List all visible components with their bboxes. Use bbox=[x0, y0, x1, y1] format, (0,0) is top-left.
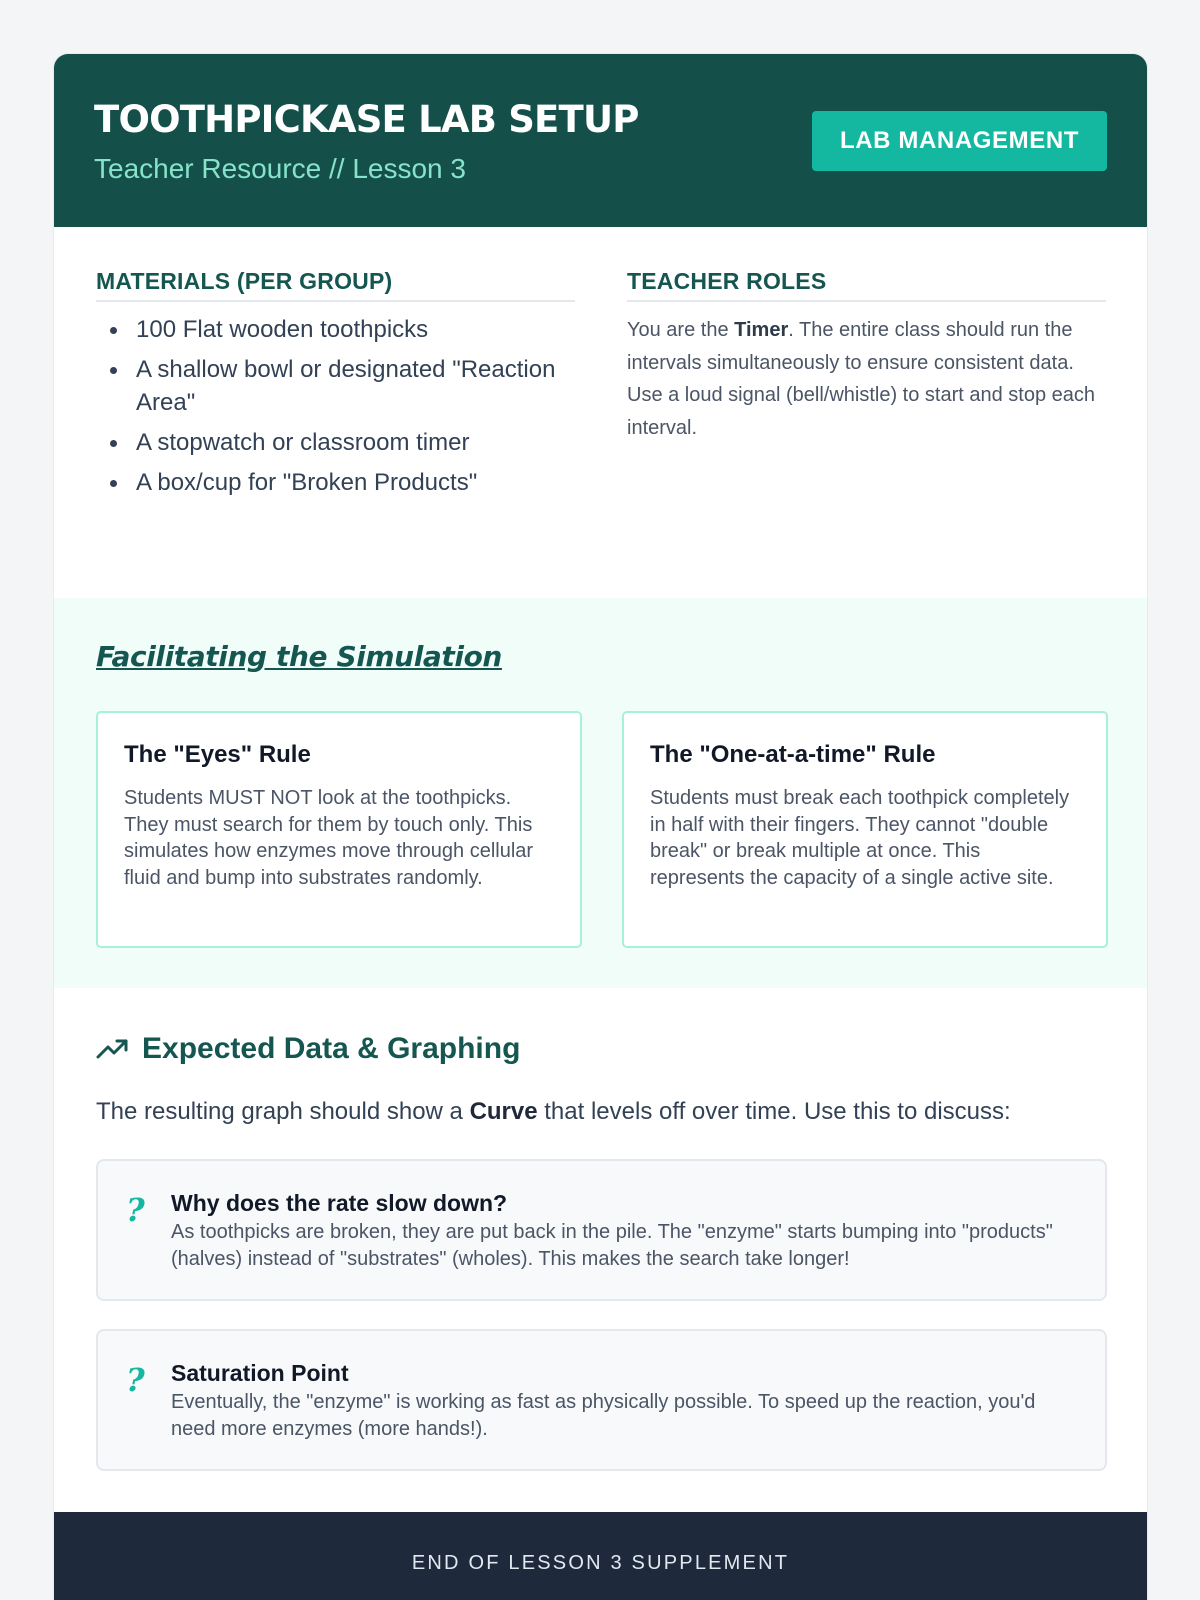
teacher-roles-heading: TEACHER ROLES bbox=[627, 268, 1106, 302]
lab-setup-sheet bbox=[54, 54, 1147, 1600]
rule-title: The "One-at-a-time" Rule bbox=[650, 741, 936, 768]
question-card-rate bbox=[96, 1159, 1107, 1301]
list-item: A box/cup for "Broken Products" bbox=[96, 466, 586, 499]
intro-end: that levels off over time. Use this to discuss: bbox=[537, 1098, 1011, 1125]
roles-text-bold: Timer bbox=[734, 319, 789, 341]
simulation-section bbox=[54, 598, 1147, 988]
trending-up-icon bbox=[96, 1037, 130, 1061]
lab-management-badge: LAB MANAGEMENT bbox=[812, 111, 1107, 171]
page-title: TOOTHPICKASE LAB SETUP bbox=[94, 98, 639, 141]
question-icon: ? bbox=[126, 1361, 145, 1399]
rule-body: Students must break each toothpick completely in half with their fingers. They cannot "double break" or break multiple at once. This represents the capacity of a single active site. bbox=[650, 787, 1070, 889]
simulation-title: Facilitating the Simulation bbox=[96, 640, 502, 673]
intro-bold: Curve bbox=[469, 1098, 538, 1125]
data-title: Expected Data & Graphing bbox=[142, 1032, 521, 1065]
question-body: As toothpicks are broken, they are put back in the pile. The "enzyme" starts bumping into "products" (halves) instead of "substrates" (wholes). This makes the search take longer! bbox=[171, 1221, 1053, 1270]
question-card-saturation bbox=[96, 1329, 1107, 1471]
question-body: Eventually, the "enzyme" is working as fast as physically possible. To speed up the reaction, you'd need more enzymes (more hands!). bbox=[171, 1391, 1036, 1440]
roles-text-end: . The entire class should run the intervals simultaneously to ensure consistent data. Use a loud signal (bell/whistle) to start and stop each interval. bbox=[627, 319, 1096, 439]
footer-text: END OF LESSON 3 SUPPLEMENT bbox=[411, 1552, 790, 1574]
list-item: A shallow bowl or designated "Reaction Area" bbox=[96, 353, 586, 419]
eyes-rule-card bbox=[96, 711, 582, 948]
materials-heading: MATERIALS (PER GROUP) bbox=[96, 268, 575, 302]
question-title: Saturation Point bbox=[171, 1360, 349, 1386]
list-item: 100 Flat wooden toothpicks bbox=[96, 313, 586, 346]
teacher-roles-text bbox=[627, 314, 1112, 444]
materials-list bbox=[96, 313, 586, 506]
data-section bbox=[54, 988, 1147, 1516]
setup-section bbox=[54, 227, 1147, 598]
data-heading bbox=[96, 1032, 520, 1066]
list-item: A stopwatch or classroom timer bbox=[96, 426, 586, 459]
data-intro bbox=[96, 1098, 1011, 1126]
page-header bbox=[54, 54, 1147, 227]
question-title: Why does the rate slow down? bbox=[171, 1190, 508, 1216]
rule-title: The "Eyes" Rule bbox=[124, 741, 311, 768]
page-subtitle: Teacher Resource // Lesson 3 bbox=[94, 153, 466, 184]
roles-text-start: You are the bbox=[627, 319, 735, 341]
rule-body: Students MUST NOT look at the toothpicks. They must search for them by touch only. This simulates how enzymes move through cellular fluid and bump into substrates randomly. bbox=[124, 787, 534, 889]
question-icon: ? bbox=[126, 1191, 145, 1229]
page-footer bbox=[54, 1512, 1147, 1600]
intro-start: The resulting graph should show a bbox=[96, 1098, 470, 1125]
one-at-a-time-rule-card bbox=[622, 711, 1108, 948]
